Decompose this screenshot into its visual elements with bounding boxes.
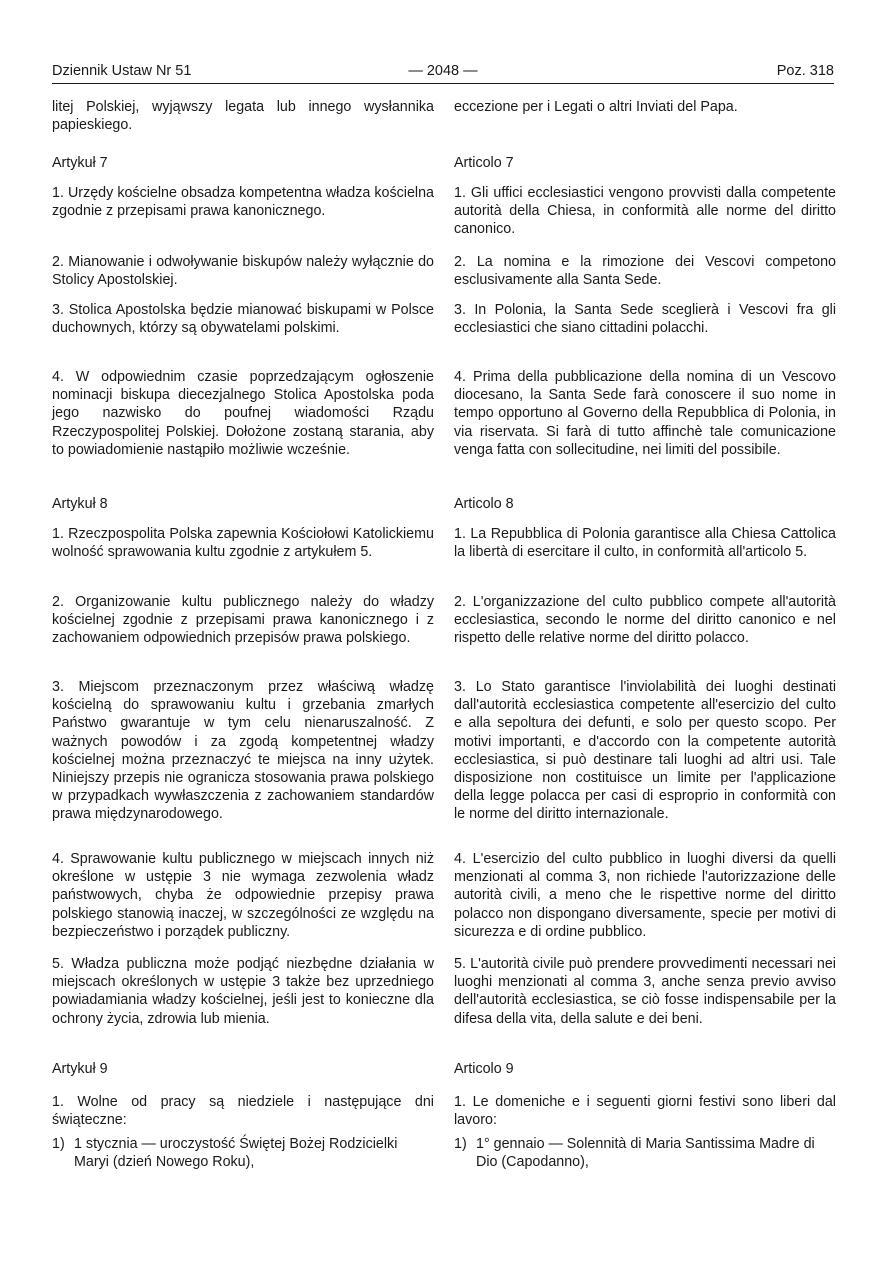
polish-art8-p2: 2. Organizowanie kultu publicznego należy do władzy kościelnej zgodnie z przepisami prawa kanonicznego i z zachowaniem odpowiednich przepisów prawa polskiego. <box>52 594 434 647</box>
italian-art8-p1: 1. La Repubblica di Polonia garantisce alla Chiesa Cattolica la libertà di esercitare il culto, in conformità all'articolo 5. <box>454 526 836 561</box>
italian-art8-p3: 3. Lo Stato garantisce l'inviolabilità dei luoghi destinati dall'autorità ecclesiastica competente all'esercizio del culto e alla sepoltura dei defunti, e solo per questo scopo. Per motivi importanti, e d'accordo con la competente autorità ecclesiastica, si può destinare tali luoghi ad altri usi. Tale disposizione non costituisce un limite per l'applicazione della legge polacca per casi di esproprio in conformità con le norme del diritto internazionale. <box>454 679 836 823</box>
polish-art8-p4: 4. Sprawowanie kultu publicznego w miejscach innych niż określone w ustępie 3 nie wymaga zezwolenia władz państwowych, chyba że odpowiednie przepisy prawa polskiego stanowią inaczej, w szczególności ze względu na bezpieczeństwo i porządek publiczny. <box>52 851 434 940</box>
polish-art7-heading: Artykuł 7 <box>52 155 108 171</box>
polish-art8-p5: 5. Władza publiczna może podjąć niezbędne działania w miejscach określonych w ustępie 3 także bez uprzedniego powiadamiania władzy kościelnej, jeśli jest to konieczne dla ochrony życia, zdrowia lub mienia. <box>52 956 434 1027</box>
polish-art9-item1-text: 1 stycznia — uroczystość Świętej Bożej Rodzicielki Maryi (dzień Nowego Roku), <box>74 1136 398 1171</box>
polish-art9-heading: Artykuł 9 <box>52 1061 108 1077</box>
italian-art8-p4: 4. L'esercizio del culto pubblico in luoghi diversi da quelli menzionati al comma 3, non richiede l'autorizzazione delle autorità civili, a meno che le rispettive norme del diritto polacco non dispongano diversamente, specie per motivi di sicurezza e di ordine pubblico. <box>454 851 836 940</box>
italian-art8-p2: 2. L'organizzazione del culto pubblico compete all'autorità ecclesiastica, secondo le norme del diritto canonico e nel rispetto delle relative norme del diritto polacco. <box>454 594 836 647</box>
polish-art7-p3: 3. Stolica Apostolska będzie mianować biskupami w Polsce duchownych, którzy są obywatelami polskimi. <box>52 302 434 337</box>
italian-art9-item1-text: 1° gennaio — Solennità di Maria Santissima Madre di Dio (Capodanno), <box>476 1136 815 1171</box>
journal-title: Dziennik Ustaw Nr 51 <box>52 63 192 79</box>
italian-art7-p3: 3. In Polonia, la Santa Sede sceglierà i Vescovi fra gli ecclesiastici che siano cittadini polacchi. <box>454 302 836 337</box>
page-header <box>52 61 834 84</box>
polish-art8-p3: 3. Miejscom przeznaczonym przez właściwą władzę kościelną do sprawowaniu kultu i grzebania zmarłych Państwo gwarantuje w tym celu nienaruszalność. Z ważnych powodów i za zgodą kompetentnej władzy kościelnej można przeznaczyć te miejsca na inny użytek. Niniejszy przepis nie ogranicza stosowania prawa polskiego w przypadkach wywłaszczenia z zachowaniem standardów prawa międzynarodowego. <box>52 679 434 823</box>
polish-art7-p1: 1. Urzędy kościelne obsadza kompetentna władza kościelna zgodnie z przepisami prawa kanonicznego. <box>52 185 434 220</box>
italian-art7-p2: 2. La nomina e la rimozione dei Vescovi competono esclusivamente alla Santa Sede. <box>454 254 836 289</box>
polish-art8-heading: Artykuł 8 <box>52 496 108 512</box>
polish-art7-p2: 2. Mianowanie i odwoływanie biskupów należy wyłącznie do Stolicy Apostolskiej. <box>52 254 434 289</box>
italian-art8-p5: 5. L'autorità civile può prendere provvedimenti necessari nei luoghi menzionati al comma 3, anche senza previo avviso dell'autorità ecclesiastica, se ciò fosse indispensabile per la difesa della vita, della salute e dei beni. <box>454 956 836 1027</box>
italian-art7-p1: 1. Gli uffici ecclesiastici vengono provvisti dalla competente autorità della Chiesa, in conformità alle norme del diritto canonico. <box>454 185 836 238</box>
italian-art7-heading: Articolo 7 <box>454 155 514 171</box>
italian-art8-heading: Articolo 8 <box>454 496 514 512</box>
italian-art9-p1: 1. Le domeniche e i seguenti giorni festivi sono liberi dal lavoro: <box>454 1094 836 1129</box>
polish-art8-p1: 1. Rzeczpospolita Polska zapewnia Kościołowi Katolickiemu wolność sprawowania kultu zgodnie z artykułem 5. <box>52 526 434 561</box>
italian-art9-heading: Articolo 9 <box>454 1061 514 1077</box>
page-number: — 2048 — <box>408 63 478 79</box>
italian-intro: eccezione per i Legati o altri Inviati del Papa. <box>454 99 738 115</box>
polish-art7-p4: 4. W odpowiednim czasie poprzedzającym ogłoszenie nominacji biskupa diecezjalnego Stolica Apostolska poda jego nazwisko do poufnej wiadomości Rządu Rzeczypospolitej Polskiej. Dołożone zostaną starania, aby to powiadomienie nastąpiło możliwie wcześnie. <box>52 369 434 458</box>
polish-art9-item1-number: 1) <box>52 1136 65 1152</box>
polish-art9-p1: 1. Wolne od pracy są niedziele i następujące dni świąteczne: <box>52 1094 434 1129</box>
italian-art7-p4: 4. Prima della pubblicazione della nomina di un Vescovo diocesano, la Santa Sede farà conoscere il suo nome in tempo opportuno al Governo della Repubblica di Polonia, in via riservata. Si farà di tutto affinchè tale comunicazione venga fatta con sollecitudine, nei limiti del possibile. <box>454 369 836 458</box>
polish-intro: litej Polskiej, wyjąwszy legata lub innego wysłannika papieskiego. <box>52 99 434 134</box>
italian-art9-item1-number: 1) <box>454 1136 467 1152</box>
position-number: Poz. 318 <box>776 63 834 79</box>
